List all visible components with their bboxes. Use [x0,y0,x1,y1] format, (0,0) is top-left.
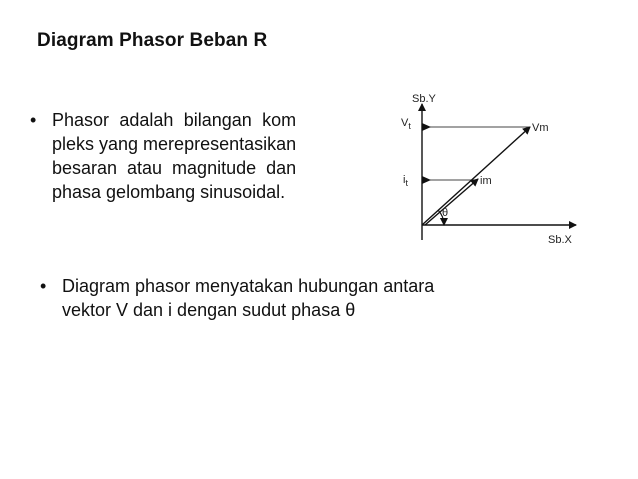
im-vector [425,179,478,225]
it-label [403,174,408,188]
text-line: vektor V dan i dengan sudut phasa θ [62,300,356,320]
theta-label: θ [442,207,449,219]
bullet-phasor-diagram [40,274,578,322]
text-line: pleks yang merepresentasikan [52,134,297,154]
phasor-diagram [398,90,584,250]
text-line: Phasor adalah bilangan kom [52,110,297,130]
vt-sub: t [408,121,411,131]
text-line: besaran atau magnitude dan [52,158,297,178]
vt-main: V [401,117,409,129]
vt-label [401,117,411,131]
text-line: phasa gelombang sinusoidal. [52,182,286,202]
y-axis-label: Sb.Y [412,93,436,105]
i-arrow-tip [422,176,431,184]
it-main: i [403,174,406,186]
bullet-phasor-definition [30,108,386,204]
bullet-text [62,274,434,322]
im-label: im [480,175,492,187]
v-arrow-tip [422,123,431,131]
x-axis-label: Sb.X [548,234,572,246]
it-sub: t [405,178,408,188]
text-line: Diagram phasor menyatakan hubungan antara [62,276,435,296]
vm-label: Vm [532,122,549,134]
bullet-text [52,108,296,204]
page-title: Diagram Phasor Beban R [37,30,268,51]
bullet-dot: • [30,110,37,130]
bullet-dot: • [40,276,47,296]
